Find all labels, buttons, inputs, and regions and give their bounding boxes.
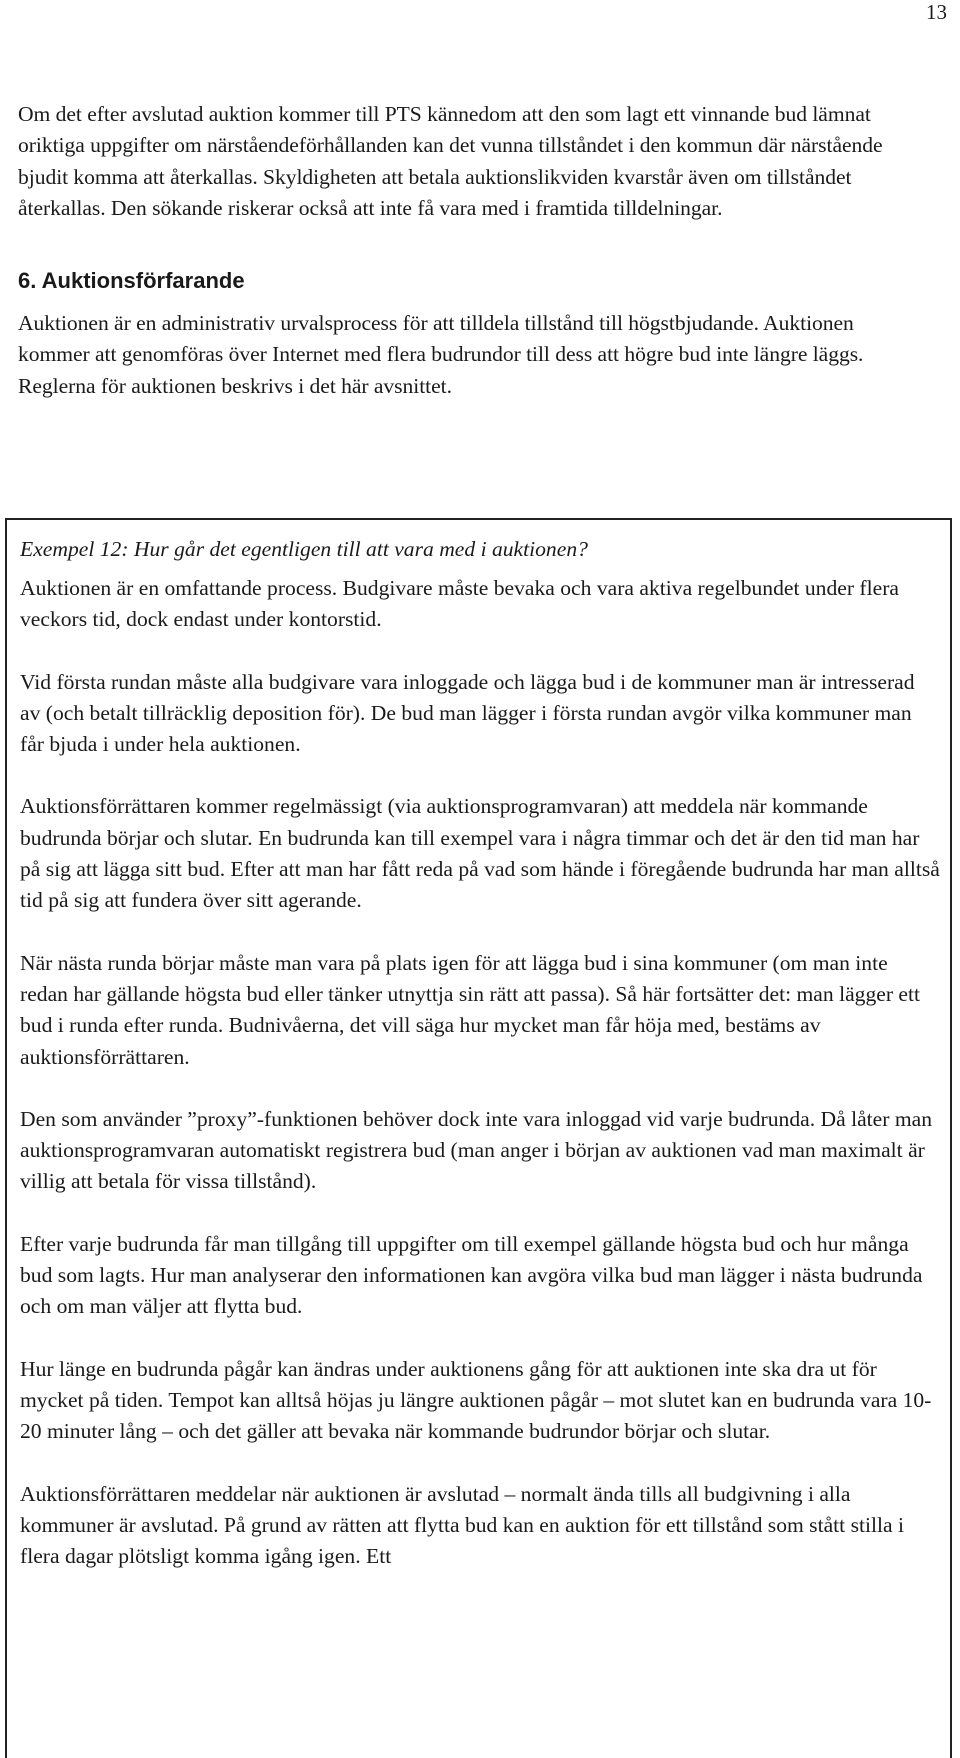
example-box (5, 518, 952, 1758)
example-title: Exempel 12: Hur går det egentligen till att vara med i auktionen? (20, 537, 588, 561)
page-content (18, 99, 948, 402)
example-paragraph: Den som använder ”proxy”-funktionen behöver dock inte vara inloggad vid varje budrunda. Då låter man auktionsprogramvaran automatiskt registrera bud (man anger i början av auktionen vad man maximalt är villig att betala för vissa tillstånd). (20, 1106, 933, 1194)
page-number: 13 (926, 0, 947, 24)
example-paragraph: Efter varje budrunda får man tillgång till uppgifter om till exempel gällande högsta bud och hur många bud som lagts. Hur man analyserar den informationen kan avgöra vilka bud man lägger i nästa budrunda och om man väljer att flytta bud. (20, 1231, 923, 1319)
example-content (20, 534, 940, 1603)
example-paragraph: Vid första rundan måste alla budgivare vara inloggade och lägga bud i de kommuner man är intresserad av (och betalt tillräcklig deposition för). De bud man lägger i första rundan avgör vilka kommuner man får bjuda i under hela auktionen. (20, 669, 915, 757)
example-paragraph: Auktionsförrättaren kommer regelmässigt (via auktionsprogramvaran) att meddela när kommande budrunda börjar och slutar. En budrunda kan till exempel vara i några timmar och det är den tid man har på sig att lägga sitt bud. Efter att man har fått reda på vad som hände i föregående budrunda har man alltså tid på sig att fundera över sitt agerande. (20, 794, 940, 913)
example-paragraph: När nästa runda börjar måste man vara på plats igen för att lägga bud i sina kommuner (om man inte redan har gällande högsta bud eller tänker utnyttja sin rätt att passa). Så här fortsätter det: man lägger ett bud i runda efter runda. Budnivåerna, det vill säga hur mycket man får höja med, bestäms av auktionsförrättaren. (20, 950, 921, 1069)
section-heading: 6. Auktionsförfarande (18, 268, 245, 294)
example-paragraph: Auktionsförrättaren meddelar när auktionen är avslutad – normalt ända tills all budgivning i alla kommuner är avslutad. På grund av rätten att flytta bud kan en auktion för ett tillstånd som stått stilla i flera dagar plötsligt komma igång igen. Ett (20, 1481, 904, 1569)
section-intro-paragraph: Auktionen är en administrativ urvalsprocess för att tilldela tillstånd till högstbjudande. Auktionen kommer att genomföras över Internet med flera budrundor till dess att högre bud inte längre läggs. Reglerna för auktionen beskrivs i det här avsnittet. (18, 311, 864, 398)
example-paragraph: Auktionen är en omfattande process. Budgivare måste bevaka och vara aktiva regelbundet under flera veckors tid, dock endast under kontorstid. (20, 576, 899, 632)
intro-paragraph: Om det efter avslutad auktion kommer till PTS kännedom att den som lagt ett vinnande bud lämnat oriktiga uppgifter om närståendeförhållanden kan det vunna tillståndet i den kommun där närstående bjudit komma att återkallas. Skyldigheten att betala auktionslikviden kvarstår även om tillståndet återkallas. Den sökande riskerar också att inte få vara med i framtida tilldelningar. (18, 102, 883, 220)
example-paragraph: Hur länge en budrunda pågår kan ändras under auktionens gång för att auktionen inte ska dra ut för mycket på tiden. Tempot kan alltså höjas ju längre auktionen pågår – mot slutet kan en budrunda vara 10-20 minuter lång – och det gäller att bevaka när kommande budrundor börjar och slutar. (20, 1356, 932, 1444)
